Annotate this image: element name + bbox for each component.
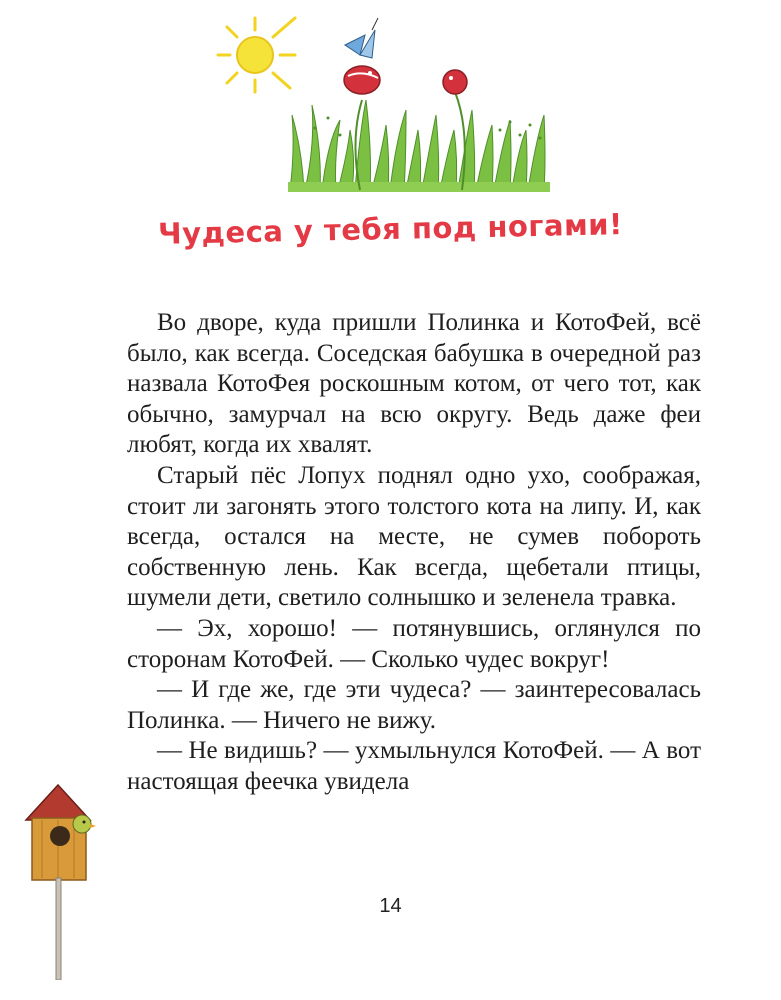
- sun-icon: [218, 18, 295, 92]
- berry-icon: [443, 70, 467, 94]
- berry-icon: [344, 66, 380, 94]
- butterfly-icon: [345, 18, 378, 58]
- paragraph: — Не видишь? — ухмыльнулся КотоФей. — А вот настоящая феечка увидела: [127, 737, 701, 795]
- paragraph: Во дворе, куда пришли Полинка и КотоФей, всё было, как всегда. Соседская бабушка в очередной раз назвала КотоФея роскошным котом, от чего тот, как обычно, замурчал на всю округу. Ведь даже феи любят, когда их хвалят.: [127, 309, 701, 459]
- birdhouse-icon: [26, 785, 90, 980]
- sun-meadow-illustration: [200, 10, 600, 200]
- bird-icon: [73, 815, 96, 833]
- grass-icon: [288, 100, 550, 192]
- page-number: 14: [379, 895, 402, 917]
- paragraph: Старый пёс Лопух поднял одно ухо, соображая, стоит ли загонять этого толстого кота на липу. И, как всегда, остался на месте, не сумев побороть собственную лень. Как всегда, щебетали птицы, шумели дети, светило солнышко и зеленела травка.: [127, 461, 701, 612]
- paragraph: — И где же, где эти чудеса? — заинтересовалась Полинка. — Ничего не вижу.: [127, 676, 701, 734]
- birdhouse-illustration: [18, 780, 113, 980]
- paragraph: — Эх, хорошо! — потянувшись, оглянулся по сторонам КотоФей. — Сколько чудес вокруг!: [127, 614, 701, 673]
- story-text: [127, 308, 701, 798]
- chapter-title: Чудеса у тебя под ногами!: [157, 207, 624, 251]
